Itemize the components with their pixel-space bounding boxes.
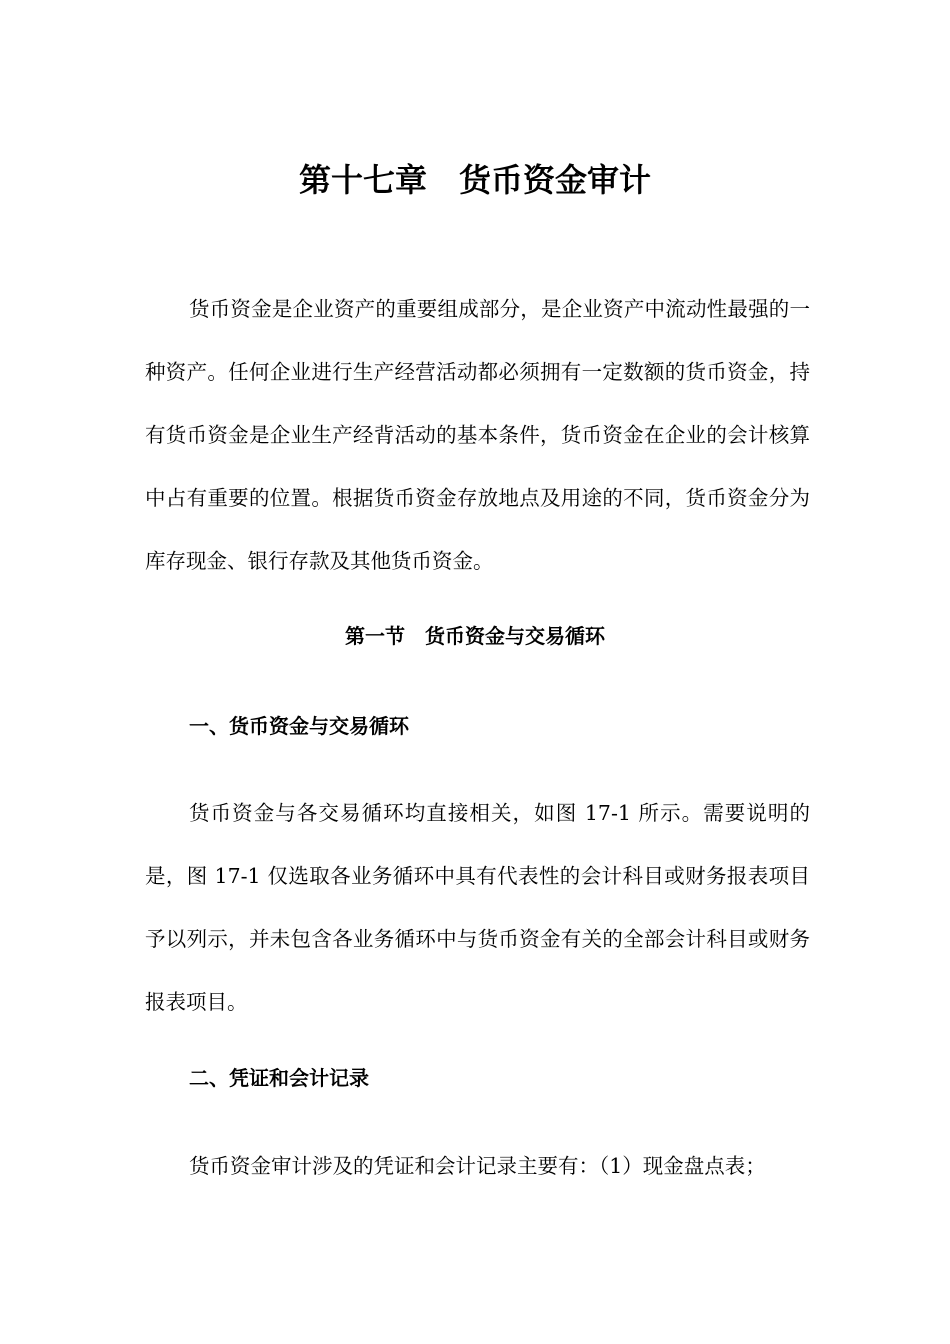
subsection-1-heading: 一、货币资金与交易循环 xyxy=(189,714,409,738)
chapter-title: 第十七章 货币资金审计 xyxy=(298,161,651,199)
intro-paragraph: 货币资金是企业资产的重要组成部分，是企业资产中流动性最强的一种资产。任何企业进行生产经营活动都必须拥有一定数额的货币资金，持有货币资金是企业生产经背活动的基本条件，货币资金在企业的会计核算中占有重要的位置。根据货币资金存放地点及用途的不同，货币资金分为库存现金、银行存款及其他货币资金。 xyxy=(145,297,810,573)
subsection-2-paragraph: 货币资金审计涉及的凭证和会计记录主要有：（1）现金盘点表； xyxy=(189,1154,766,1178)
section-title: 第一节 货币资金与交易循环 xyxy=(345,624,605,648)
subsection-1-paragraph: 货币资金与各交易循环均直接相关，如图 17-1 所示。需要说明的是，图 17-1 仅选取各业务循环中具有代表性的会计科目或财务报表项目予以列示，并未包含各业务循环中与货币资金有关的全部会计科目或财务报表项目。 xyxy=(145,801,810,1014)
subsection-2-heading: 二、凭证和会计记录 xyxy=(189,1066,369,1090)
